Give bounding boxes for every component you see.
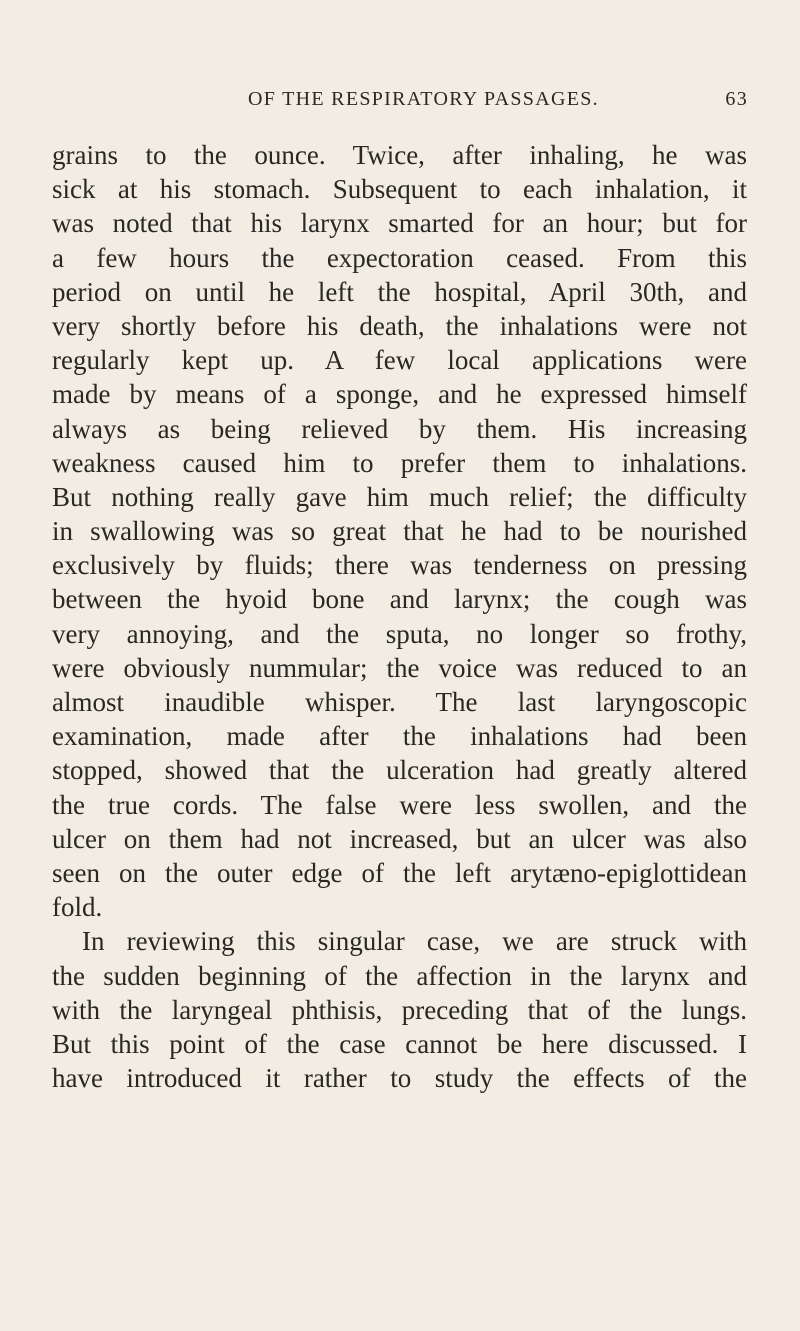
- text-line: made by means of a sponge, and he expressed himself: [52, 379, 747, 410]
- body-text: [52, 138, 747, 1095]
- text-line: regularly kept up. A few local applications were: [52, 345, 747, 376]
- text-line: in swallowing was so great that he had to be nourished: [52, 516, 747, 547]
- text-line: fold.: [52, 892, 103, 923]
- text-line: examination, made after the inhalations had been: [52, 721, 747, 752]
- text-line: the true cords. The false were less swollen, and the: [52, 789, 747, 820]
- text-line: between the hyoid bone and larynx; the cough was: [52, 584, 747, 615]
- text-line: the sudden beginning of the affection in the larynx and: [52, 960, 747, 991]
- text-line: In reviewing this singular case, we are struck with: [82, 926, 747, 957]
- page-number: 63: [725, 88, 748, 110]
- text-line: almost inaudible whisper. The last laryngoscopic: [52, 687, 747, 717]
- text-line: stopped, showed that the ulceration had greatly altered: [52, 755, 747, 786]
- text-line: sick at his stomach. Subsequent to each inhalation, it: [52, 174, 747, 205]
- text-line: with the laryngeal phthisis, preceding that of the lungs.: [52, 994, 747, 1025]
- text-line: But nothing really gave him much relief; the difficulty: [52, 481, 747, 512]
- text-line: very annoying, and the sputa, no longer so frothy,: [52, 618, 747, 649]
- text-line: exclusively by fluids; there was tenderness on pressing: [52, 550, 747, 581]
- text-line: were obviously nummular; the voice was reduced to an: [52, 652, 747, 683]
- text-line: was noted that his larynx smarted for an hour; but for: [52, 208, 747, 239]
- text-line: a few hours the expectoration ceased. From this: [52, 242, 747, 273]
- text-line: grains to the ounce. Twice, after inhaling, he was: [52, 140, 747, 170]
- running-header: [248, 88, 748, 118]
- text-line: ulcer on them had not increased, but an ulcer was also: [52, 823, 747, 854]
- text-line: seen on the outer edge of the left arytæno-epiglottidean: [52, 857, 747, 888]
- running-title: OF THE RESPIRATORY PASSAGES.: [248, 88, 599, 110]
- text-line: period on until he left the hospital, April 30th, and: [52, 276, 747, 307]
- text-line: always as being relieved by them. His increasing: [52, 413, 747, 444]
- text-line: very shortly before his death, the inhalations were not: [52, 310, 747, 341]
- text-line: weakness caused him to prefer them to inhalations.: [52, 447, 747, 478]
- text-line: have introduced it rather to study the effects of the: [52, 1063, 747, 1094]
- text-line: But this point of the case cannot be here discussed. I: [52, 1028, 747, 1059]
